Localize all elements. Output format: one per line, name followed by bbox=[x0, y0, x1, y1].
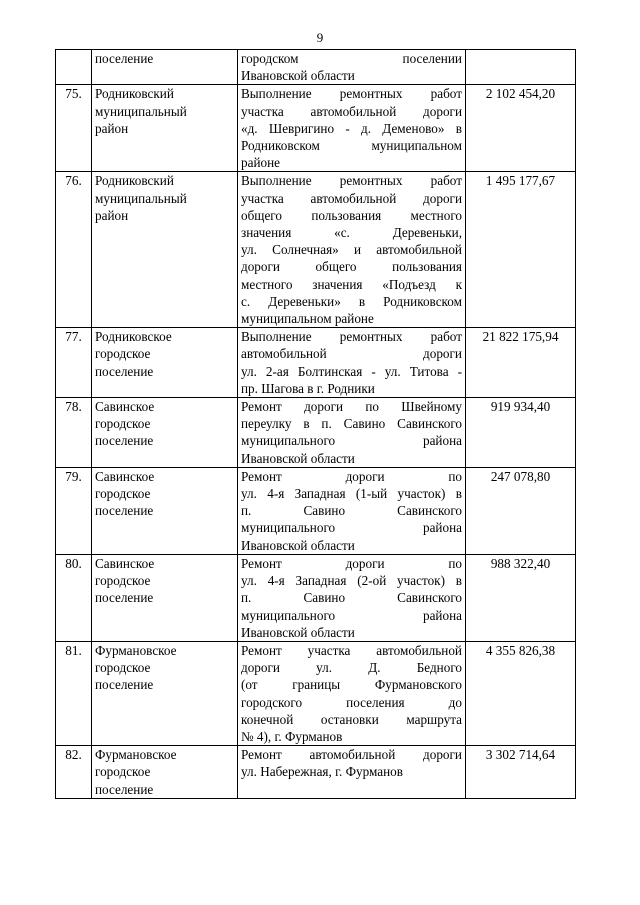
table-row bbox=[56, 398, 576, 468]
description-line: ул. 2-ая Болтинская - ул. Титова - bbox=[241, 363, 462, 379]
municipality-cell bbox=[92, 398, 238, 468]
description-line: Ремонт участка автомобильной bbox=[241, 642, 462, 658]
description-line: п. Савино Савинского bbox=[241, 590, 462, 606]
municipality-line: городское bbox=[95, 416, 151, 432]
description-line: участка автомобильной дороги bbox=[241, 190, 462, 206]
description-line: ул. 4-я Западная (2-ой участок) в bbox=[241, 573, 462, 589]
description-cell bbox=[238, 398, 466, 468]
municipality-line: Савинское bbox=[95, 468, 155, 484]
description-cell bbox=[238, 746, 466, 799]
description-line: Ивановской области bbox=[241, 537, 355, 553]
municipality-line: Родниковский bbox=[95, 173, 174, 189]
amount-cell: 21 822 175,94 bbox=[466, 328, 576, 398]
row-number-cell: 81. bbox=[56, 641, 92, 745]
description-line: Ремонт автомобильной дороги bbox=[241, 747, 462, 763]
description-line: Ремонт дороги по bbox=[241, 468, 462, 484]
description-line: муниципального района bbox=[241, 520, 462, 536]
description-cell bbox=[238, 328, 466, 398]
municipality-cell bbox=[92, 172, 238, 328]
municipality-line: поселение bbox=[95, 363, 154, 379]
table-row bbox=[56, 467, 576, 554]
table-row bbox=[56, 746, 576, 799]
description-line: местного значения «Подъезд к bbox=[241, 276, 462, 292]
description-line: ул. Набережная, г. Фурманов bbox=[241, 764, 403, 780]
municipality-line: городское bbox=[95, 764, 151, 780]
table-row bbox=[56, 172, 576, 328]
municipality-line: городское bbox=[95, 346, 151, 362]
row-number-cell bbox=[56, 50, 92, 85]
description-line: (от границы Фурмановского bbox=[241, 677, 462, 693]
municipality-line: городское bbox=[95, 660, 151, 676]
description-line: переулку в п. Савино Савинского bbox=[241, 416, 462, 432]
municipality-line: муниципальный bbox=[95, 103, 187, 119]
amount-cell: 3 302 714,64 bbox=[466, 746, 576, 799]
table-row bbox=[56, 554, 576, 641]
description-line: Ремонт дороги по Швейному bbox=[241, 399, 462, 415]
description-line: муниципальном районе bbox=[241, 311, 374, 327]
description-line: с. Деревеньки» в Родниковском bbox=[241, 293, 462, 309]
table-row bbox=[56, 50, 576, 85]
description-line: Ивановской области bbox=[241, 450, 355, 466]
description-line: пр. Шагова в г. Родники bbox=[241, 380, 375, 396]
description-line: № 4), г. Фурманов bbox=[241, 728, 343, 744]
municipality-cell bbox=[92, 50, 238, 85]
municipality-line: поселение bbox=[95, 503, 154, 519]
row-number-cell: 77. bbox=[56, 328, 92, 398]
description-line: Выполнение ремонтных работ bbox=[241, 329, 462, 345]
municipality-line: поселение bbox=[95, 51, 154, 66]
row-number-cell: 79. bbox=[56, 467, 92, 554]
description-cell bbox=[238, 641, 466, 745]
row-number-cell: 80. bbox=[56, 554, 92, 641]
amount-cell: 919 934,40 bbox=[466, 398, 576, 468]
table-body bbox=[56, 50, 576, 799]
description-line: Родниковском муниципальном bbox=[241, 138, 462, 154]
description-line: участка автомобильной дороги bbox=[241, 103, 462, 119]
row-number-cell: 82. bbox=[56, 746, 92, 799]
description-line: дороги общего пользования bbox=[241, 259, 462, 275]
amount-cell: 4 355 826,38 bbox=[466, 641, 576, 745]
description-cell bbox=[238, 85, 466, 172]
description-line: городского поселения до bbox=[241, 694, 462, 710]
row-number-cell: 78. bbox=[56, 398, 92, 468]
municipality-cell bbox=[92, 467, 238, 554]
description-line: дороги ул. Д. Бедного bbox=[241, 660, 462, 676]
description-line: Ремонт дороги по bbox=[241, 555, 462, 571]
table-row bbox=[56, 328, 576, 398]
municipality-line: Савинское bbox=[95, 399, 155, 415]
description-line: конечной остановки маршрута bbox=[241, 711, 462, 727]
municipality-line: Савинское bbox=[95, 555, 155, 571]
municipality-cell bbox=[92, 85, 238, 172]
description-line: ул. 4-я Западная (1-ый участок) в bbox=[241, 486, 462, 502]
description-line: Выполнение ремонтных работ bbox=[241, 86, 462, 102]
table-row bbox=[56, 641, 576, 745]
municipality-line: поселение bbox=[95, 590, 154, 606]
description-line: муниципального района bbox=[241, 607, 462, 623]
amount-cell: 988 322,40 bbox=[466, 554, 576, 641]
description-line: автомобильной дороги bbox=[241, 346, 462, 362]
description-line: Ивановской области bbox=[241, 624, 355, 640]
description-line: городском поселении bbox=[241, 51, 462, 66]
description-line: муниципального района bbox=[241, 433, 462, 449]
description-line: общего пользования местного bbox=[241, 207, 462, 223]
description-cell bbox=[238, 172, 466, 328]
municipality-line: поселение bbox=[95, 677, 154, 693]
program-table bbox=[55, 49, 576, 799]
description-cell bbox=[238, 554, 466, 641]
description-cell bbox=[238, 50, 466, 85]
municipality-line: городское bbox=[95, 573, 151, 589]
description-cell bbox=[238, 467, 466, 554]
table-row bbox=[56, 85, 576, 172]
description-line: Выполнение ремонтных работ bbox=[241, 173, 462, 189]
municipality-line: муниципальный bbox=[95, 190, 187, 206]
amount-cell: 2 102 454,20 bbox=[466, 85, 576, 172]
description-line: п. Савино Савинского bbox=[241, 503, 462, 519]
municipality-line: Родниковский bbox=[95, 86, 174, 102]
row-number-cell: 75. bbox=[56, 85, 92, 172]
municipality-cell bbox=[92, 746, 238, 799]
amount-cell: 1 495 177,67 bbox=[466, 172, 576, 328]
municipality-line: Фурмановское bbox=[95, 642, 177, 658]
municipality-line: поселение bbox=[95, 433, 154, 449]
municipality-line: район bbox=[95, 120, 129, 136]
row-number-cell: 76. bbox=[56, 172, 92, 328]
amount-cell: 247 078,80 bbox=[466, 467, 576, 554]
description-line: ул. Солнечная» и автомобильной bbox=[241, 242, 462, 258]
municipality-line: район bbox=[95, 207, 129, 223]
municipality-line: Фурмановское bbox=[95, 747, 177, 763]
description-line: районе bbox=[241, 155, 281, 171]
description-line: «д. Шевригино - д. Деменово» в bbox=[241, 120, 462, 136]
description-line: Ивановской области bbox=[241, 68, 355, 84]
amount-cell bbox=[466, 50, 576, 85]
municipality-cell bbox=[92, 328, 238, 398]
municipality-line: городское bbox=[95, 486, 151, 502]
municipality-line: поселение bbox=[95, 781, 154, 797]
municipality-cell bbox=[92, 641, 238, 745]
municipality-cell bbox=[92, 554, 238, 641]
description-line: значения «с. Деревеньки, bbox=[241, 225, 462, 241]
municipality-line: Родниковское bbox=[95, 329, 172, 345]
page-number: 9 bbox=[316, 30, 324, 45]
